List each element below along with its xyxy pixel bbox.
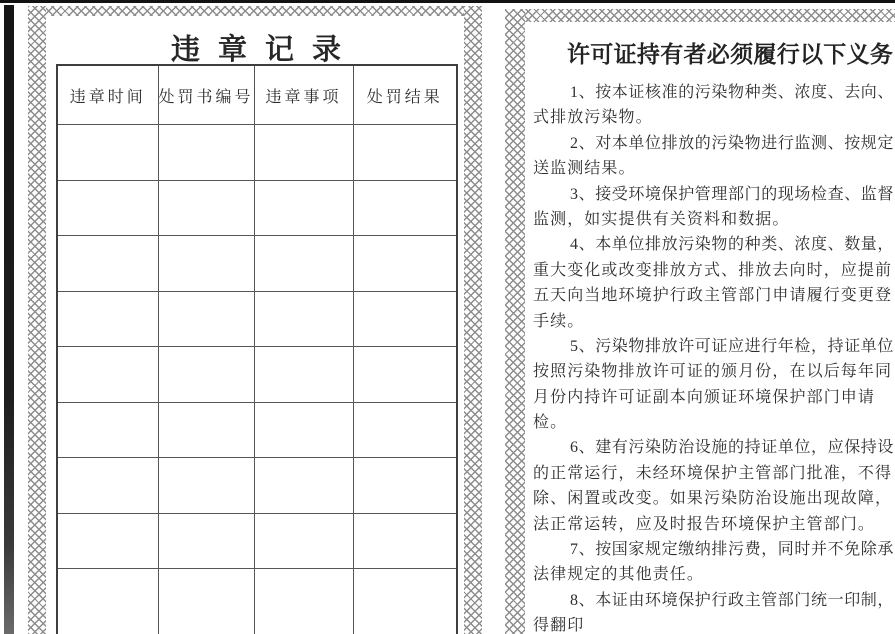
- violation-record-title: 违章记录: [170, 34, 359, 66]
- obligation-text-line: 8、本证由环境保护行政主管部门统一印制，: [570, 591, 895, 609]
- table-cell: [254, 347, 353, 403]
- table-cell: [158, 291, 254, 347]
- table-cell: [158, 569, 254, 634]
- table-cell: [254, 458, 353, 514]
- table-row: [57, 569, 457, 634]
- obligation-text-line: 月份内持许可证副本向颁证环境保护部门申请: [533, 388, 876, 406]
- table-cell: [353, 569, 457, 634]
- obligation-text-line: 检。: [533, 414, 568, 432]
- col-header-violation-matter: 违章事项: [254, 65, 353, 125]
- table-cell: [254, 180, 353, 236]
- table-cell: [353, 347, 457, 403]
- zigzag-border-left: [28, 6, 46, 634]
- zigzag-border-top: [505, 9, 895, 22]
- table-cell: [158, 402, 254, 458]
- table-row: [57, 402, 457, 458]
- table-cell: [158, 513, 254, 569]
- table-cell: [353, 402, 457, 458]
- obligation-text-line: 五天向当地环境护行政主管部门申请履行变更登: [533, 287, 893, 305]
- obligation-text-line: 2、对本单位排放的污染物进行监测、按规定: [570, 134, 895, 152]
- obligation-text-line: 除、闲置或改变。如果污染防治设施出现故障，: [533, 490, 893, 508]
- table-cell: [254, 236, 353, 292]
- table-cell: [57, 180, 158, 236]
- table-cell: [158, 180, 254, 236]
- table-cell: [254, 402, 353, 458]
- table-cell: [57, 236, 158, 292]
- zigzag-border-left: [505, 9, 525, 634]
- obligations-title: 许可证持有者必须履行以下义务: [567, 42, 894, 67]
- obligation-text-line: 重大变化或改变排放方式、排放去向时，应提前: [533, 261, 893, 279]
- table-cell: [158, 458, 254, 514]
- obligation-text-line: 监测，如实提供有关资料和数据。: [533, 210, 790, 228]
- table-row: [57, 347, 457, 403]
- zigzag-border-right: [464, 6, 482, 634]
- table-cell: [57, 347, 158, 403]
- obligation-text-line: 5、污染物排放许可证应进行年检，持证单位: [570, 337, 895, 355]
- col-header-penalty-result: 处罚结果: [353, 65, 457, 125]
- obligation-text-line: 得翻印: [533, 617, 585, 634]
- table-cell: [158, 347, 254, 403]
- binding-bar: [4, 5, 14, 634]
- table-cell: [57, 402, 158, 458]
- col-header-penalty-doc-number: 处罚书编号: [158, 65, 254, 125]
- obligation-text-line: 法正常运转，应及时报告环境保护主管部门。: [533, 515, 876, 533]
- obligation-text-line: 送监测结果。: [533, 160, 636, 178]
- obligation-text-line: 7、按国家规定缴纳排污费，同时并不免除承: [570, 541, 895, 559]
- table-row: [57, 180, 457, 236]
- zigzag-border-top: [28, 6, 482, 16]
- table-cell: [254, 513, 353, 569]
- obligations-text: [533, 80, 895, 634]
- scan-edge-line: [0, 0, 895, 3]
- table-cell: [254, 569, 353, 634]
- table-cell: [353, 513, 457, 569]
- obligation-text-line: 4、本单位排放污染物的种类、浓度、数量，: [570, 236, 895, 254]
- obligation-text-line: 6、建有污染防治设施的持证单位，应保持设: [570, 439, 895, 457]
- table-cell: [57, 125, 158, 181]
- obligation-text-line: 式排放污染物。: [533, 109, 653, 127]
- table-cell: [353, 180, 457, 236]
- obligation-text-line: 按照污染物排放许可证的颁月份，在以后每年同: [533, 363, 893, 381]
- table-cell: [57, 569, 158, 634]
- table-cell: [57, 291, 158, 347]
- table-row: [57, 513, 457, 569]
- table-cell: [353, 236, 457, 292]
- table-cell: [254, 291, 353, 347]
- col-header-violation-time: 违章时间: [57, 65, 158, 125]
- table-row: [57, 125, 457, 181]
- violation-record-table: [56, 64, 458, 634]
- table-cell: [57, 458, 158, 514]
- obligation-text-line: 手续。: [533, 312, 585, 330]
- obligation-text-line: 的正常运行，未经环境保护主管部门批准，不得: [533, 464, 893, 482]
- table-cell: [57, 513, 158, 569]
- table-cell: [254, 125, 353, 181]
- table-cell: [158, 236, 254, 292]
- obligation-text-line: 1、按本证核准的污染物种类、浓度、去向、: [570, 84, 895, 101]
- table-cell: [353, 291, 457, 347]
- obligation-text-line: 3、接受环境保护管理部门的现场检查、监督: [570, 185, 895, 203]
- table-cell: [353, 125, 457, 181]
- table-header-row: [57, 65, 457, 125]
- obligation-text-line: 法律规定的其他责任。: [533, 566, 705, 584]
- table-row: [57, 236, 457, 292]
- table-row: [57, 291, 457, 347]
- table-cell: [353, 458, 457, 514]
- table-cell: [158, 125, 254, 181]
- table-row: [57, 458, 457, 514]
